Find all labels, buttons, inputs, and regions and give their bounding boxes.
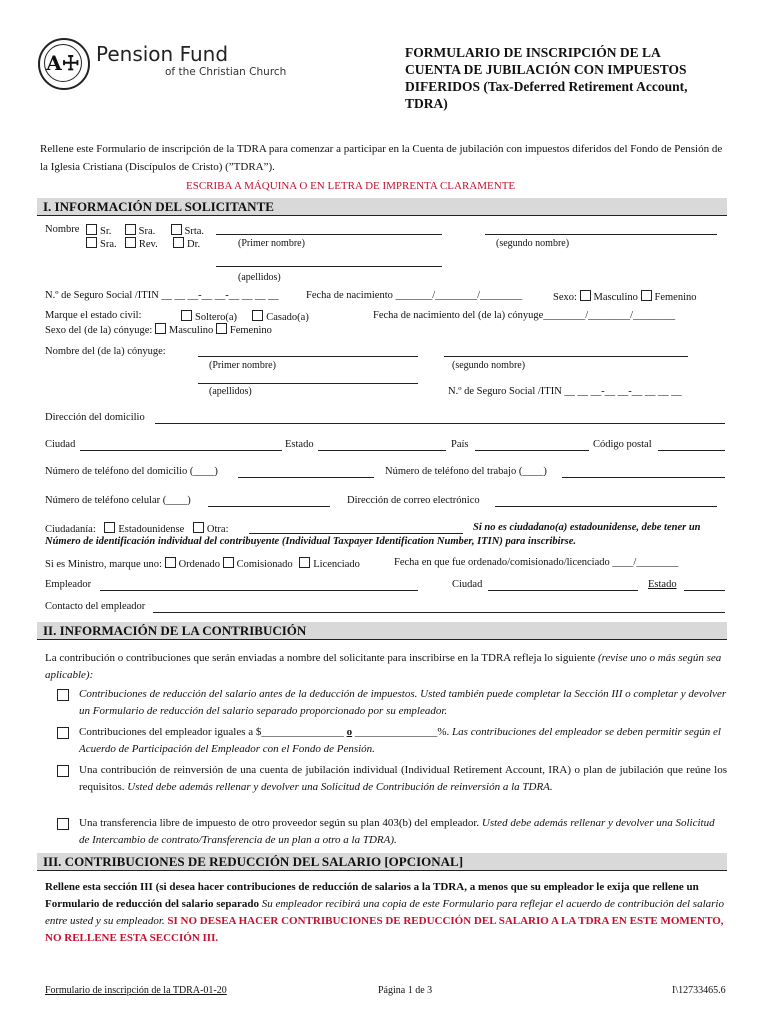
email-label: Dirección de correo electrónico: [347, 495, 480, 506]
citizenship-note-2: Número de identificación individual del contribuyente (Individual Taxpayer Identification Number, ITIN) para inscribirse.: [45, 536, 577, 547]
spouse-male-checkbox[interactable]: [155, 323, 166, 334]
brand-subtitle: of the Christian Church: [165, 66, 287, 78]
middle-name-caption: (segundo nombre): [496, 238, 570, 249]
home-phone-line[interactable]: [238, 477, 374, 478]
nombre-label: Nombre: [45, 224, 80, 235]
srta-checkbox[interactable]: [171, 224, 182, 235]
city-line[interactable]: [80, 450, 282, 451]
spouse-last-name-caption: (apellidos): [209, 386, 252, 397]
employer-city-line[interactable]: [488, 590, 638, 591]
spouse-female-checkbox[interactable]: [216, 323, 227, 334]
ordination-date-field[interactable]: Fecha en que fue ordenado/comisionado/licenciado ____/________: [394, 557, 679, 568]
option-employer-match-text: Contribuciones del empleador iguales a $_______________ o _______________%. Las contribuciones del empleador se deben permitir según el Acuerdo de Participación del Empleador con el Fondo de Pensión.: [79, 726, 721, 755]
option-employer-match-checkbox[interactable]: [57, 727, 69, 739]
minister-field: Si es Ministro, marque uno: Ordenado Comisionado Licenciado: [45, 559, 360, 570]
ordained-checkbox[interactable]: [165, 557, 176, 568]
marital-status-label: Marque el estado civil:: [45, 310, 142, 321]
sra2-checkbox[interactable]: [86, 237, 97, 248]
employer-city-label: Ciudad: [452, 579, 483, 590]
section-3-header: III. CONTRIBUCIONES DE REDUCCIÓN DEL SALARIO [OPCIONAL]: [37, 853, 727, 871]
sr-checkbox[interactable]: [86, 224, 97, 235]
spouse-first-name-caption: (Primer nombre): [209, 360, 276, 371]
employer-state-line[interactable]: [684, 590, 725, 591]
state-line[interactable]: [318, 450, 446, 451]
logo-seal-icon: Α☩: [38, 38, 90, 90]
option-ira-rollover-text: Una contribución de reinversión de una cuenta de jubilación individual (Individual Retirement Account, IRA) o plan de jubilación que reúne los requisitos. Usted debe además rellenar y devolver una Solicitud de Contribución de reinversión a la TDRA.: [79, 764, 727, 793]
spouse-name-label: Nombre del (de la) cónyuge:: [45, 346, 166, 357]
middle-name-line[interactable]: [485, 234, 717, 235]
spouse-birthdate-field[interactable]: Fecha de nacimiento del (de la) cónyuge________/________/________: [373, 310, 676, 321]
postal-code-label: Código postal: [593, 439, 652, 450]
employer-contact-line[interactable]: [153, 612, 725, 613]
married-checkbox[interactable]: [252, 310, 263, 321]
rev-checkbox[interactable]: [125, 237, 136, 248]
sra-checkbox[interactable]: [125, 224, 136, 235]
intro-text: Rellene este Formulario de inscripción de la TDRA para comenzar a participar en la Cuenta de jubilación con impuestos diferidos del Fondo de Pensión de la Iglesia Cristiana (Discípulos de Cristo) (”TDRA”).: [40, 143, 723, 173]
email-line[interactable]: [495, 506, 717, 507]
work-phone-line[interactable]: [562, 477, 725, 478]
country-label: País: [451, 439, 469, 450]
title-options: Sr. Sra. Srta.: [86, 224, 204, 237]
employer-state-label: Estado: [648, 579, 677, 590]
dr-checkbox[interactable]: [173, 237, 184, 248]
spouse-middle-name-caption: (segundo nombre): [452, 360, 526, 371]
other-citizen-checkbox[interactable]: [193, 522, 204, 533]
employer-contact-label: Contacto del empleador: [45, 601, 146, 612]
employer-label: Empleador: [45, 579, 92, 590]
cell-phone-line[interactable]: [208, 506, 330, 507]
spouse-first-name-line[interactable]: [198, 356, 418, 357]
other-citizenship-line[interactable]: [249, 533, 463, 534]
sex-field: Sexo: Masculino Femenino: [553, 292, 697, 303]
single-checkbox[interactable]: [181, 310, 192, 321]
city-label: Ciudad: [45, 439, 76, 450]
employer-line[interactable]: [100, 590, 418, 591]
option-403b-transfer-text: Una transferencia libre de impuesto de otro proveedor según su plan 403(b) del empleador. Usted debe además rellenar y devolver una Solicitud de Intercambio de contrato/Transferencia de un plan a otro a la TDRA).: [79, 817, 715, 846]
footer-form-id: Formulario de inscripción de la TDRA-01-20: [45, 985, 227, 996]
first-name-line[interactable]: [216, 234, 442, 235]
citizenship-field: Ciudadanía: Estadounidense Otra:: [45, 524, 229, 535]
option-salary-reduction-text: Contribuciones de reducción del salario antes de la deducción de impuestos. Usted también puede completar la Sección III o completar y devolver un Formulario de reducción del salario separado proporcionado por su empleador.: [79, 688, 727, 717]
form-title: FORMULARIO DE INSCRIPCIÓN DE LA CUENTA DE JUBILACIÓN CON IMPUESTOS DIFERIDOS (Tax-Deferred Retirement Account, TDRA): [405, 45, 688, 111]
brand-name: Pension Fund: [96, 42, 229, 66]
option-ira-rollover-checkbox[interactable]: [57, 765, 69, 777]
us-citizen-checkbox[interactable]: [104, 522, 115, 533]
option-salary-reduction-checkbox[interactable]: [57, 689, 69, 701]
licensed-checkbox[interactable]: [299, 557, 310, 568]
footer-page-number: Página 1 de 3: [378, 985, 433, 996]
female-checkbox[interactable]: [641, 290, 652, 301]
male-checkbox[interactable]: [580, 290, 591, 301]
country-line[interactable]: [475, 450, 589, 451]
spouse-ssn-field[interactable]: N.º de Seguro Social /ITIN __ __ __-__ __-__ __ __ __: [448, 386, 682, 397]
section-3-text: Rellene esta sección III (si desea hacer contribuciones de reducción de salarios a la TDRA, a menos que su empleador le exija que rellene un Formulario de reducción del salario separado Su empleador recibirá una copia de este Formulario para reflejar el acuerdo de contribución del salario entre usted y su empleador. SI NO DESEA HACER CONTRIBUCIONES DE REDUCCIÓN DEL SALARIO A LA TDRA EN ESTE MOMENTO, NO RELLENE ESTA SECCIÓN III.: [45, 881, 724, 944]
footer-doc-id: I\12733465.6: [672, 985, 726, 996]
section-2-header: II. INFORMACIÓN DE LA CONTRIBUCIÓN: [37, 622, 727, 640]
address-line[interactable]: [155, 423, 725, 424]
work-phone-label: Número de teléfono del trabajo (____): [385, 466, 547, 477]
commissioned-checkbox[interactable]: [223, 557, 234, 568]
first-name-caption: (Primer nombre): [238, 238, 305, 249]
option-403b-transfer-checkbox[interactable]: [57, 818, 69, 830]
instruction-text: ESCRIBA A MÁQUINA O EN LETRA DE IMPRENTA CLARAMENTE: [186, 180, 516, 192]
cell-phone-label: Número de teléfono celular (____): [45, 495, 191, 506]
spouse-middle-name-line[interactable]: [444, 356, 688, 357]
state-label: Estado: [285, 439, 314, 450]
section-1-header: I. INFORMACIÓN DEL SOLICITANTE: [37, 198, 727, 216]
spouse-sex-field: Sexo del (de la) cónyuge: Masculino Femenino: [45, 325, 272, 336]
postal-code-line[interactable]: [658, 450, 725, 451]
last-name-line[interactable]: [216, 266, 442, 267]
birthdate-field[interactable]: Fecha de nacimiento _______/________/________: [306, 290, 523, 301]
title-options-2: Sra. Rev. Dr.: [86, 237, 200, 250]
marital-options: Soltero(a) Casado(a): [181, 310, 309, 323]
home-phone-label: Número de teléfono del domicilio (____): [45, 466, 218, 477]
citizenship-note-1: Si no es ciudadano(a) estadounidense, debe tener un: [473, 522, 701, 533]
spouse-last-name-line[interactable]: [198, 383, 418, 384]
ssn-field[interactable]: N.º de Seguro Social /ITIN __ __ __-__ __-__ __ __ __: [45, 290, 279, 301]
address-label: Dirección del domicilio: [45, 412, 145, 423]
contribution-intro: La contribución o contribuciones que serán enviadas a nombre del solicitante para inscribirse en la TDRA refleja lo siguiente (revise uno o más según sea aplicable):: [45, 652, 722, 681]
last-name-caption: (apellidos): [238, 272, 281, 283]
